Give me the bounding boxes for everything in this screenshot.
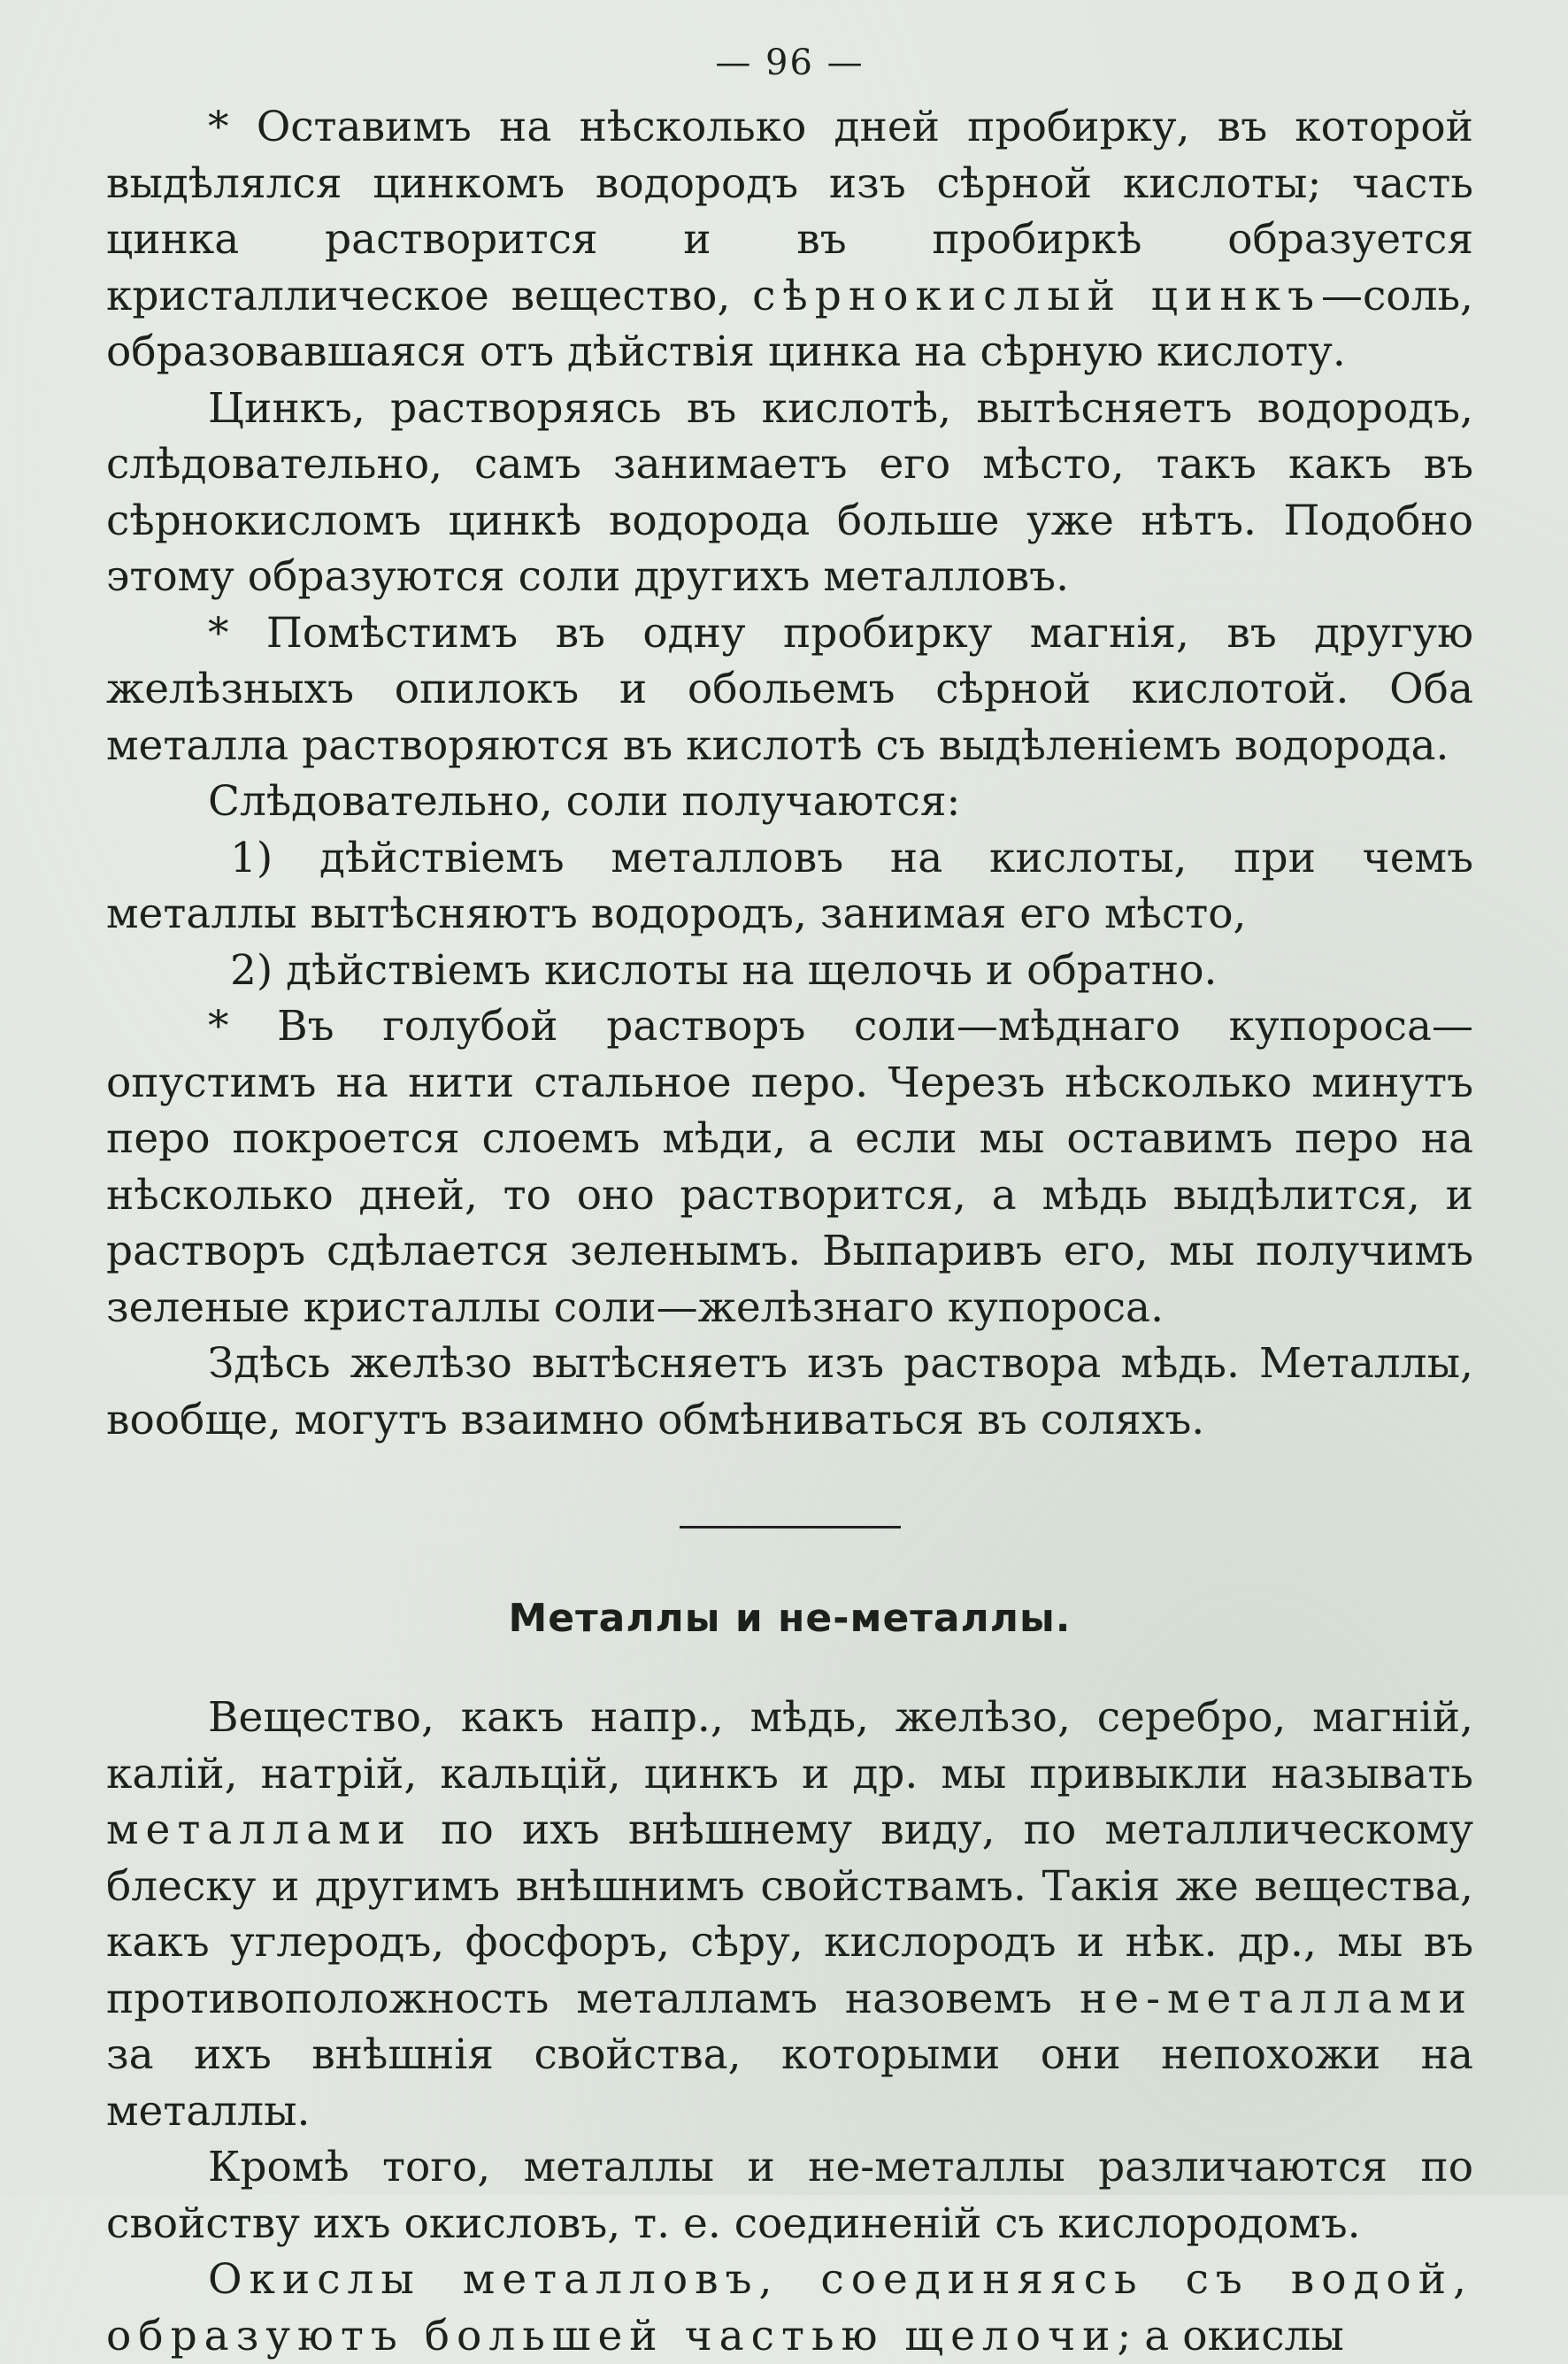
paragraph xyxy=(106,1336,1473,1448)
book-page xyxy=(106,35,1473,2364)
text-run: Цинкъ, растворяясь въ кислотѣ, вытѣсняетъ водородъ, слѣдовательно, самъ занимаетъ его мѣсто, такъ какъ въ сѣрнокисломъ цинкѣ водорода больше уже нѣтъ. Подобно этому образуются соли другихъ металловъ. xyxy=(106,383,1473,601)
paragraph xyxy=(106,99,1473,381)
text-run: * Въ голубой растворъ соли—мѣднаго купороса—опустимъ на нити стальное перо. Черезъ нѣсколько минутъ перо покроется слоемъ мѣди, а если мы оставимъ перо на нѣсколько дней, то оно растворится, а мѣдь выдѣлится, и растворъ сдѣлается зеленымъ. Выпаривъ его, мы получимъ зеленые кристаллы соли—желѣзнаго купороса. xyxy=(106,1002,1473,1332)
section-heading: Металлы и не-металлы. xyxy=(508,1596,1072,1641)
paragraph xyxy=(106,2252,1473,2364)
text-run: 2) дѣйствіемъ кислоты на щелочь и обратно. xyxy=(230,945,1218,995)
page-number: — 96 — xyxy=(715,42,865,83)
text-run: за ихъ внѣшнія свойства, которыми они непохожи на металлы. xyxy=(106,2030,1473,2136)
section-divider xyxy=(680,1526,901,1529)
spaced-emphasis-text: не-металлами xyxy=(1079,1974,1473,2023)
text-run: Здѣсь желѣзо вытѣсняетъ изъ раствора мѣдь. Металлы, вообще, могутъ взаимно обмѣниваться въ соляхъ. xyxy=(106,1339,1473,1444)
text-run: Кромѣ того, металлы и не-металлы различаются по свойству ихъ окисловъ, т. е. соединеній съ кислородомъ. xyxy=(106,2143,1473,2248)
text-run: * Оставимъ на нѣсколько дней пробирку, въ которой выдѣлялся цинкомъ водородъ изъ сѣрной кислоты; часть цинка растворится и въ пробиркѣ образуется кристаллическое вещество, xyxy=(106,103,1473,320)
paragraph xyxy=(106,943,1473,999)
spaced-emphasis-text: сѣрнокислый цинкъ xyxy=(752,271,1321,320)
spaced-emphasis-text: металлами xyxy=(106,1806,413,1854)
paragraph xyxy=(106,830,1473,943)
paragraph xyxy=(106,2139,1473,2252)
text-run: Слѣдовательно, соли получаются: xyxy=(208,777,961,826)
text-block-top xyxy=(106,99,1473,1448)
text-run: 1) дѣйствіемъ металловъ на кислоты, при чемъ металлы вытѣсняютъ водородъ, занимая его мѣсто, xyxy=(106,833,1473,938)
paragraph xyxy=(106,605,1473,774)
text-run: Вещество, какъ напр., мѣдь, желѣзо, серебро, магній, калій, натрій, кальцій, цинкъ и др. мы привыкли называть xyxy=(106,1693,1473,1798)
paragraph xyxy=(106,774,1473,830)
text-run: * Помѣстимъ въ одну пробирку магнія, въ другую желѣзныхъ опилокъ и обольемъ сѣрной кислотой. Оба металла растворяются въ кислотѣ съ выдѣленіемъ водорода. xyxy=(106,608,1473,770)
text-run: —соль, образовавшаяся отъ дѣйствія цинка на сѣрную кислоту. xyxy=(106,271,1473,376)
text-run: по ихъ внѣшнему виду, по металлическому блеску и другимъ внѣшнимъ свойствамъ. Такія же вещества, какъ углеродъ, фосфоръ, сѣру, кислородъ и нѣк. др., мы въ противоположность металламъ назовемъ xyxy=(106,1806,1473,2023)
text-run: ; а окислы xyxy=(1117,2311,1344,2360)
text-block-bottom xyxy=(106,1690,1473,2364)
spaced-emphasis-text: Окислы металловъ, соединяясь съ водой, образуютъ большей частью щелочи xyxy=(106,2255,1473,2360)
paragraph xyxy=(106,381,1473,605)
paragraph xyxy=(106,1690,1473,2139)
paragraph xyxy=(106,998,1473,1336)
